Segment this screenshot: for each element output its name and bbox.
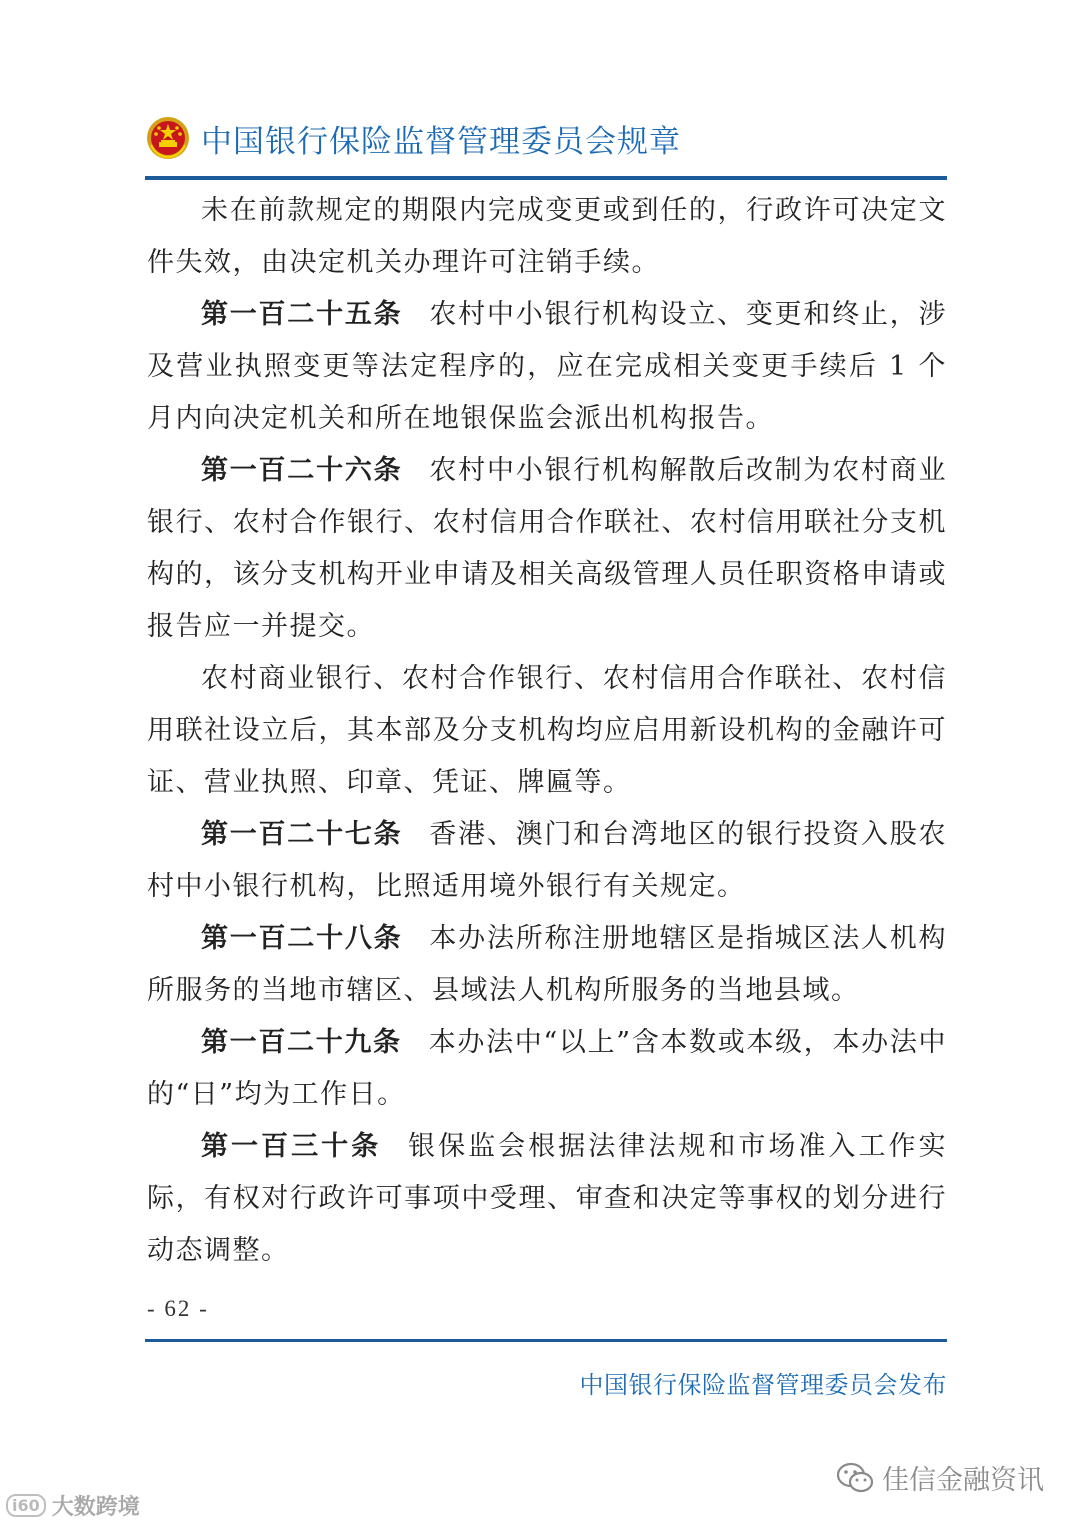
watermark-left-text: 大数跨境 [51,1495,140,1520]
paragraph [147,809,947,913]
paragraph-text: 未在前款规定的期限内完成变更或到任的，行政许可决定文件失效，由决定机关办理许可注销手续。 [147,195,947,278]
paragraph [147,289,947,445]
paragraph [147,445,947,653]
paragraph-text: 本办法中“以上”含本数或本级，本办法中的“日”均为工作日。 [147,1027,948,1110]
paragraph-text: 银保监会根据法律法规和市场准入工作实际，有权对行政许可事项中受理、审查和决定等事权的划分进行动态调整。 [147,1131,948,1266]
paragraph [147,1017,947,1121]
page-number: - 62 - [147,1296,209,1321]
document-body [147,185,947,1277]
watermark-right-text: 佳信金融资讯 [882,1465,1044,1496]
paragraph [147,185,947,289]
article-number: 第一百二十六条 [201,455,403,486]
footer-divider [145,1339,947,1342]
article-number: 第一百二十五条 [201,299,403,330]
paragraph [147,913,947,1017]
watermark-left [6,1490,140,1521]
wechat-icon [836,1461,874,1495]
paragraph-text: 农村中小银行机构设立、变更和终止，涉及营业执照变更等法定程序的，应在完成相关变更手续后 1 个月内向决定机关和所在地银保监会派出机构报告。 [147,299,948,434]
paragraph-text: 本办法所称注册地辖区是指城区法人机构所服务的当地市辖区、县域法人机构所服务的当地县域。 [147,923,948,1006]
watermark-right [836,1458,1044,1497]
article-number: 第一百二十八条 [201,923,403,954]
paragraph-text: 农村中小银行机构解散后改制为农村商业银行、农村合作银行、农村信用合作联社、农村信用联社分支机构的，该分支机构开业申请及相关高级管理人员任职资格申请或报告应一并提交。 [147,455,948,642]
article-number: 第一百二十九条 [201,1027,402,1058]
paragraph-text: 农村商业银行、农村合作银行、农村信用合作联社、农村信用联社设立后，其本部及分支机构均应启用新设机构的金融许可证、营业执照、印章、凭证、牌匾等。 [147,663,947,798]
paragraph-text: 香港、澳门和台湾地区的银行投资入股农村中小银行机构，比照适用境外银行有关规定。 [147,819,948,902]
footer-publisher: 中国银行保险监督管理委员会发布 [579,1371,947,1399]
paragraph [147,653,947,809]
header-title: 中国银行保险监督管理委员会规章 [201,123,681,160]
page-header [145,112,681,164]
article-number: 第一百三十条 [201,1131,382,1162]
watermark-logo: i60 [6,1494,46,1517]
article-number: 第一百二十七条 [201,819,403,850]
national-emblem-icon [145,115,191,161]
paragraph [147,1121,947,1277]
header-divider [145,176,947,180]
